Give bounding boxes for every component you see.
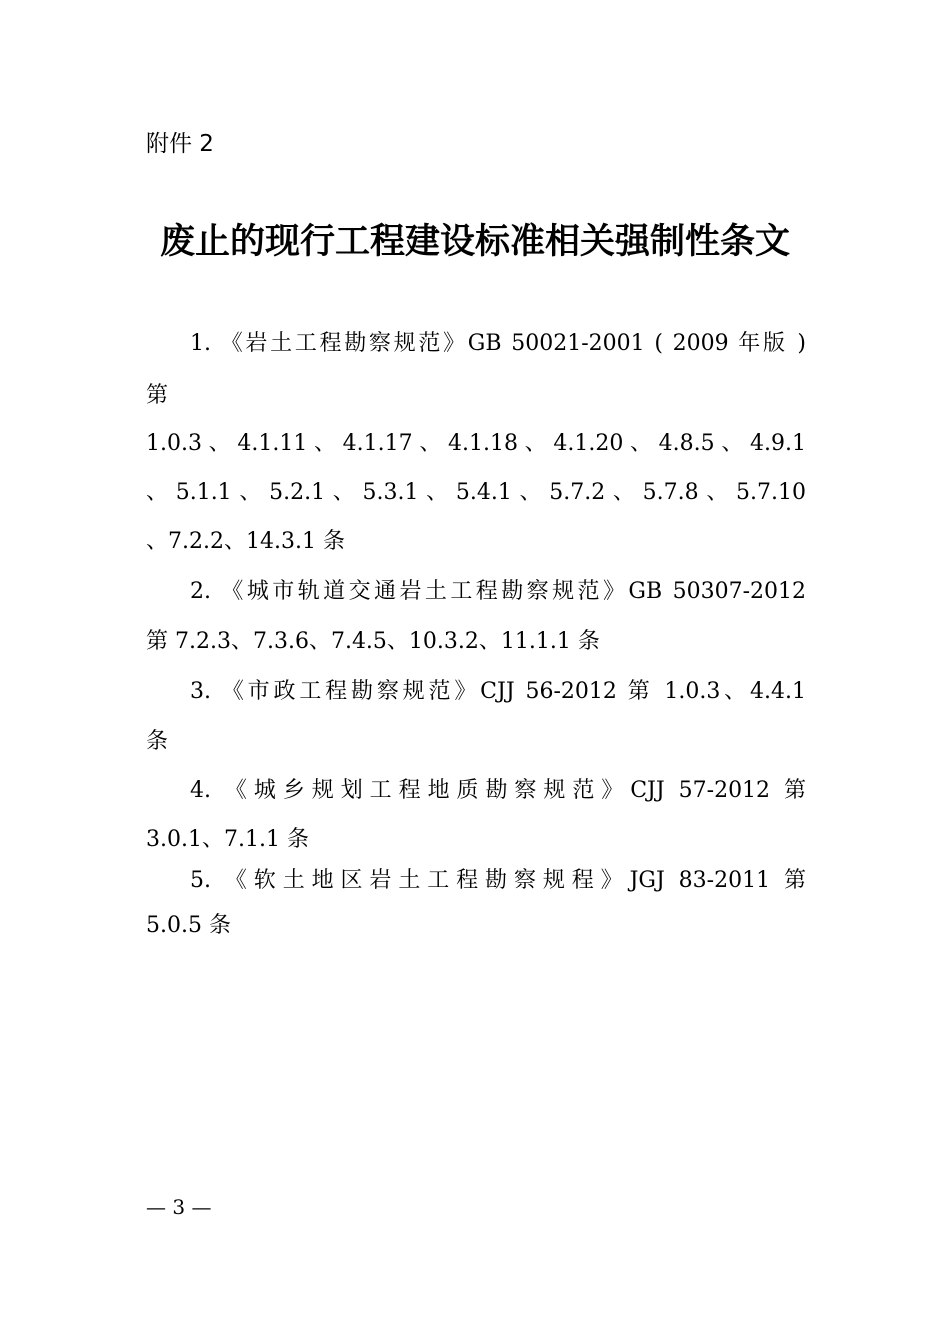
- entry-1-line-3: 1.0.3、4.1.11、4.1.17、4.1.18、4.1.20、4.8.5、4.9.1: [146, 431, 806, 456]
- entry-3-line-1: 3. 《市政工程勘察规范》CJJ 56-2012 第 1.0.3、4.4.1: [190, 679, 806, 704]
- entry-1-line-2: 第: [146, 383, 169, 408]
- entry-4-line-2: 3.0.1、7.1.1 条: [146, 827, 309, 852]
- entry-5-line-2: 5.0.5 条: [146, 913, 231, 938]
- attachment-label: 附件 2: [146, 131, 214, 157]
- page-number: — 3 —: [146, 1195, 212, 1219]
- entry-1-line-5: 、7.2.2、14.3.1 条: [146, 529, 345, 554]
- entry-3-line-2: 条: [146, 729, 169, 754]
- entry-4-line-1: 4. 《城乡规划工程地质勘察规范》CJJ 57-2012 第: [190, 778, 806, 803]
- document-title: 废止的现行工程建设标准相关强制性条文: [159, 221, 790, 262]
- entry-2-line-2: 第 7.2.3、7.3.6、7.4.5、10.3.2、11.1.1 条: [146, 629, 600, 654]
- entry-1-line-4: 、5.1.1、5.2.1、5.3.1、5.4.1、5.7.2、5.7.8、5.7.10: [146, 480, 806, 505]
- entry-1-line-1: 1. 《岩土工程勘察规范》GB 50021-2001 ( 2009 年版 ): [190, 331, 806, 356]
- entry-5-line-1: 5. 《软土地区岩土工程勘察规程》JGJ 83-2011 第: [190, 868, 806, 893]
- entry-2-line-1: 2. 《城市轨道交通岩土工程勘察规范》GB 50307-2012: [190, 579, 806, 604]
